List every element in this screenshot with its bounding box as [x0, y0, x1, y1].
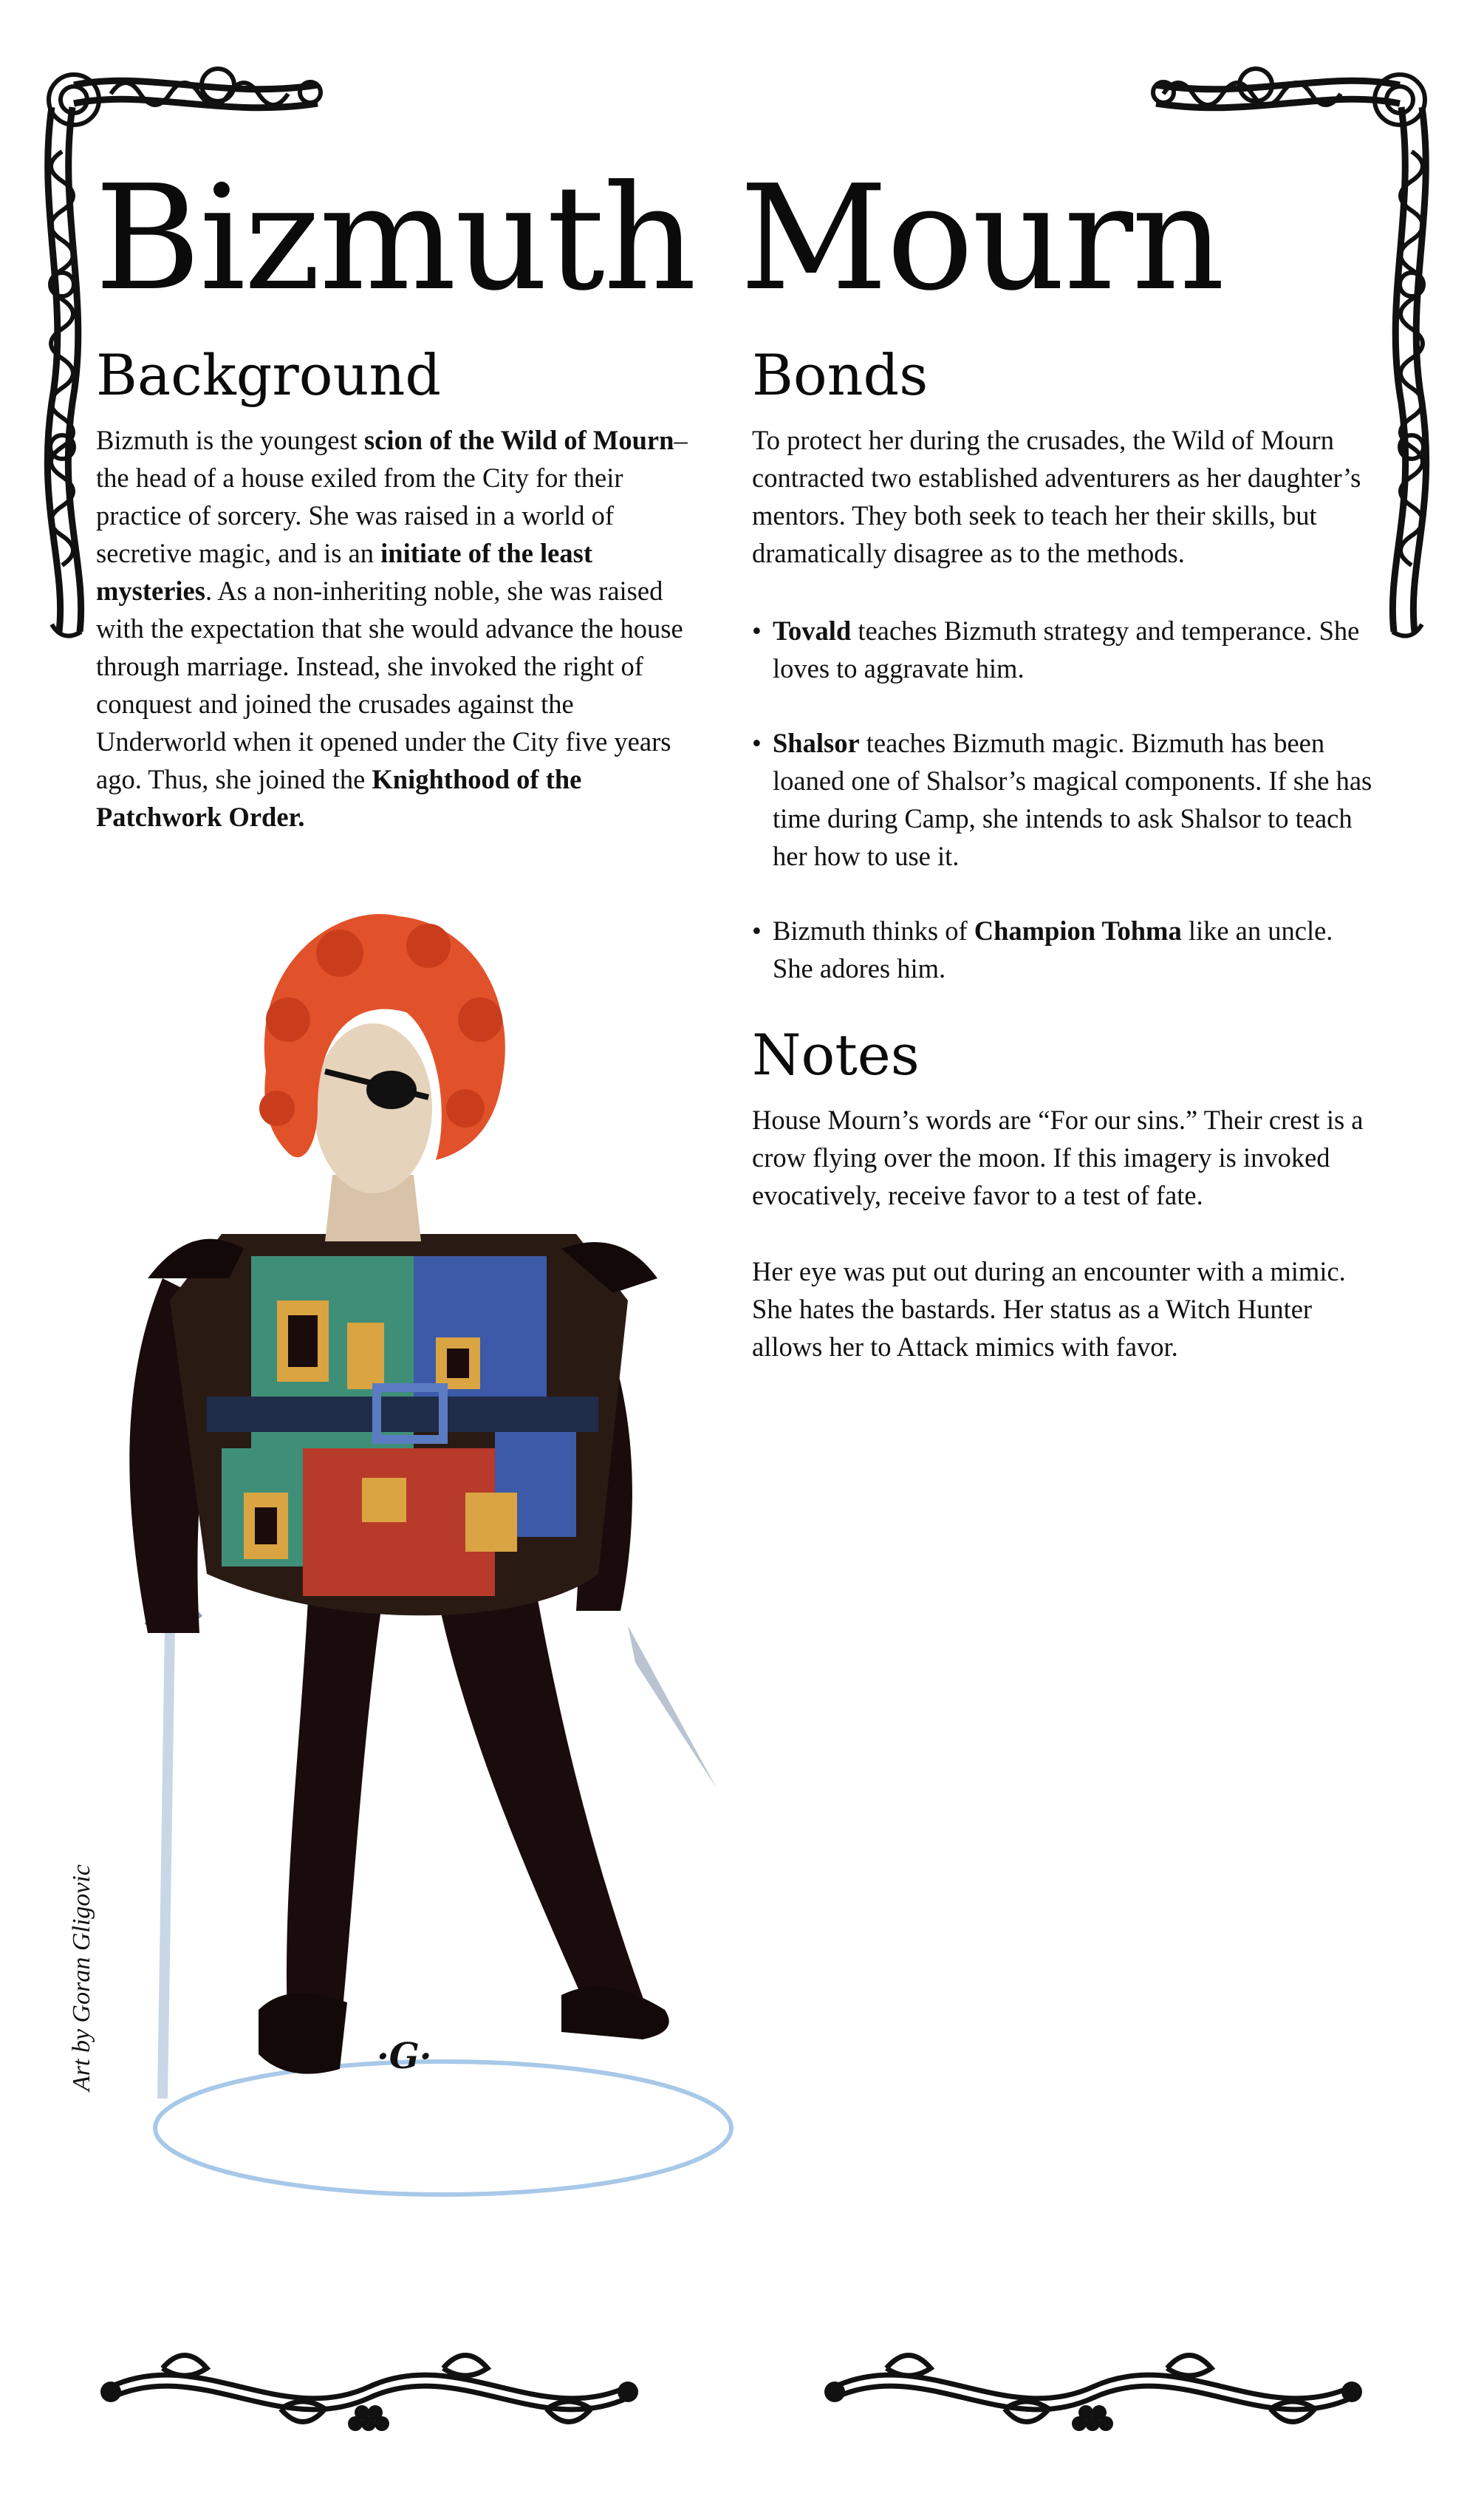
background-bold-initiate: initiate of the least mysteries — [96, 538, 592, 606]
bond-item-name: Champion Tohma — [974, 916, 1182, 946]
background-text — [96, 421, 709, 836]
background-heading: Background — [96, 342, 442, 408]
background-text-part: Bizmuth is the youngest — [96, 425, 364, 455]
page-title: Bizmuth Mourn — [95, 154, 1224, 323]
bond-item-tohma — [752, 912, 1380, 987]
notes-paragraph-1: House Mourn’s words are “For our sins.” Their crest is a crow flying over the moon. If this imagery is invoked evocatively, receive favor to a test of fate. — [752, 1105, 1364, 1210]
bond-item-text: like an uncle. She adores him. — [773, 916, 1333, 983]
bond-item-pre: Bizmuth thinks of — [773, 916, 974, 946]
background-text-part: . As a non-inheriting noble, she was raised with the expectation that she would advance the house through marriage. Instead, she invoked the right of conquest and joined the crusades against the Underworld when it opened under the City five years ago. Thus, she joined the — [96, 576, 683, 794]
background-bold-knighthood: Knighthood of the Patchwork Order. — [96, 764, 582, 832]
bond-item-tovald — [752, 612, 1380, 687]
bond-item-name: Tovald — [773, 616, 852, 646]
bond-item-name: Shalsor — [773, 728, 860, 758]
background-bold-scion: scion of the Wild of Mourn — [363, 425, 674, 455]
notes-heading: Notes — [752, 1022, 920, 1088]
vine-ornament-bottom-right — [820, 2339, 1367, 2435]
notes-paragraph-2: Her eye was put out during an encounter with a mimic. She hates the bastards. Her status as a Witch Hunter allows her to Attack mimics with favor. — [752, 1256, 1346, 1362]
bond-item-text: teaches Bizmuth magic. Bizmuth has been loaned one of Shalsor’s magical components. If she has time during Camp, she intends to ask Shalsor to teach her how to use it. — [773, 728, 1372, 871]
bonds-list — [752, 612, 1380, 1024]
bonds-heading: Bonds — [752, 342, 929, 408]
art-credit: Art by Goran Gligovic — [68, 1864, 95, 2091]
bond-item-shalsor — [752, 724, 1380, 875]
bonds-intro: To protect her during the crusades, the Wild of Mourn contracted two established adventurers as her daughter’s mentors. They both seek to teach her their skills, but dramatically disagree as to the methods. — [752, 425, 1361, 568]
artist-signature: ·G· — [377, 2036, 432, 2077]
vine-ornament-bottom-left — [96, 2339, 643, 2435]
background-text-part: – the head of a house exiled from the City for their practice of sorcery. She was raised in a world of secretive magic, and is an — [96, 425, 688, 568]
bond-item-text: teaches Bizmuth strategy and temperance. She loves to aggravate him. — [773, 616, 1360, 683]
character-illustration — [118, 887, 783, 2232]
